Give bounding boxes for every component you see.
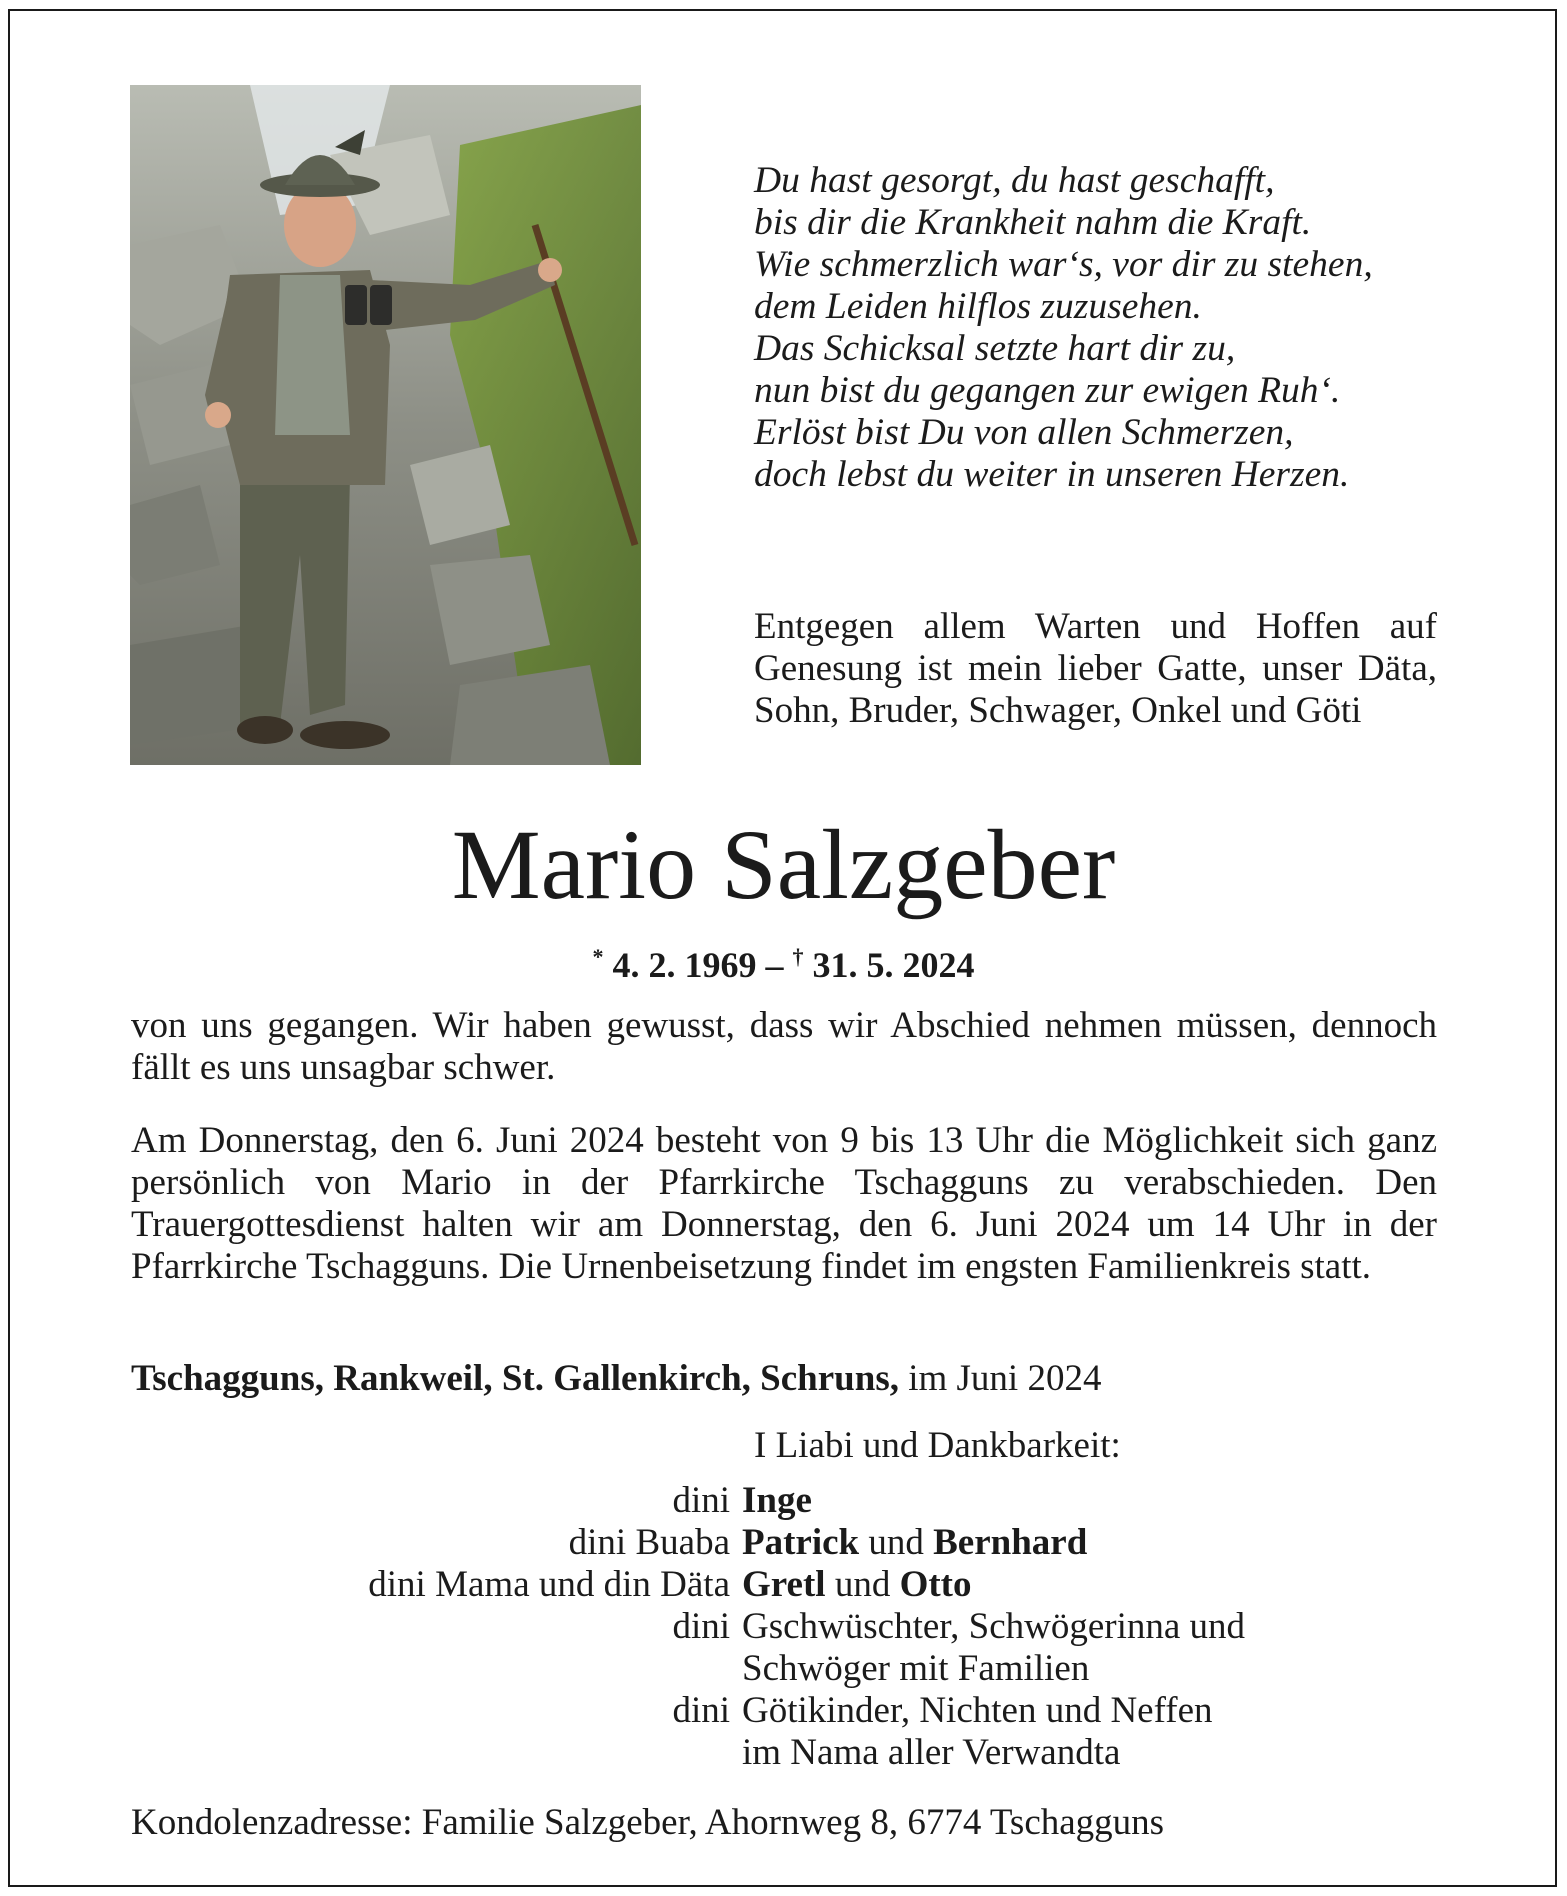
poem-line: Das Schicksal setzte hart dir zu, — [754, 328, 1236, 369]
poem-line: bis dir die Krankheit nahm die Kraft. — [754, 202, 1312, 243]
places-and-date — [131, 1358, 1437, 1400]
condolence-address: Kondolenzadresse: Familie Salzgeber, Ahornweg 8, 6774 Tschagguns — [131, 1802, 1165, 1843]
poem-line: Erlöst bist Du von allen Schmerzen, — [754, 412, 1294, 453]
family-name: Inge — [742, 1480, 812, 1521]
family-names: Götikinder, Nichten und Neffen — [742, 1690, 1213, 1731]
death-mark: † — [792, 944, 804, 969]
family-row — [131, 1606, 1437, 1648]
month-year: im Juni 2024 — [898, 1358, 1102, 1399]
family-row-continuation: Schwöger mit Familien — [742, 1648, 1090, 1689]
birth-date: 4. 2. 1969 — [612, 945, 757, 985]
death-date: 31. 5. 2024 — [812, 945, 975, 985]
poem-line: Du hast gesorgt, du hast geschafft, — [754, 160, 1275, 201]
family-relation: dini — [672, 1606, 730, 1647]
family-relation: dini Buaba — [568, 1522, 730, 1563]
poem-line: nun bist du gegangen zur ewigen Ruh‘. — [754, 370, 1341, 411]
family-names — [742, 1522, 1437, 1564]
portrait-photo-drawing — [130, 85, 641, 765]
family-relation: dini — [672, 1480, 730, 1521]
family-name: Patrick — [742, 1522, 860, 1563]
family-row — [131, 1480, 1437, 1522]
date-separator: – — [765, 945, 784, 985]
family-relation: dini — [672, 1690, 730, 1731]
poem-line: doch lebst du weiter in unseren Herzen. — [754, 454, 1350, 495]
thanks-line: I Liabi und Dankbarkeit: — [754, 1425, 1121, 1466]
family-row-continuation: im Nama aller Verwandta — [742, 1732, 1121, 1773]
birth-mark: * — [592, 944, 604, 969]
family-list — [131, 1480, 1437, 1774]
life-dates — [0, 935, 1567, 987]
places-list: Tschagguns, Rankweil, St. Gallenkirch, Schruns, — [131, 1358, 899, 1399]
poem — [754, 160, 1454, 496]
family-names: Gschwüschter, Schwögerinna und — [742, 1606, 1246, 1647]
poem-line: dem Leiden hilflos zuzusehen. — [754, 286, 1202, 327]
portrait-photo — [130, 85, 641, 765]
family-name: Otto — [899, 1564, 972, 1605]
family-name: Bernhard — [933, 1522, 1088, 1563]
conjunction: und — [859, 1522, 934, 1563]
family-names — [742, 1480, 1437, 1522]
family-names — [742, 1564, 1437, 1606]
poem-line: Wie schmerzlich war‘s, vor dir zu stehen, — [754, 244, 1373, 285]
deceased-name: Mario Salzgeber — [451, 809, 1116, 920]
intro-text: Entgegen allem Warten und Hoffen auf Genesung ist mein lieber Gatte, unser Däta, Sohn, Bruder, Schwager, Onkel und Göti — [754, 606, 1437, 731]
family-row — [131, 1690, 1437, 1732]
family-name: Gretl — [742, 1564, 826, 1605]
family-relation: dini Mama und din Däta — [368, 1564, 730, 1605]
family-row — [131, 1522, 1437, 1564]
paragraph-passing: von uns gegangen. Wir haben gewusst, dass wir Abschied nehmen müssen, dennoch fällt es uns unsagbar schwer. — [131, 1005, 1437, 1088]
paragraph-funeral-details: Am Donnerstag, den 6. Juni 2024 besteht von 9 bis 13 Uhr die Möglichkeit sich ganz persönlich von Mario in der Pfarrkirche Tschagguns zu verabschieden. Den Trauergottesdienst halten wir am Donnerstag, den 6. Juni 2024 um 14 Uhr in der Pfarrkirche Tschagguns. Die Urnenbeisetzung findet im engsten Familienkreis statt. — [131, 1120, 1437, 1287]
conjunction: und — [825, 1564, 900, 1605]
family-row — [131, 1564, 1437, 1606]
